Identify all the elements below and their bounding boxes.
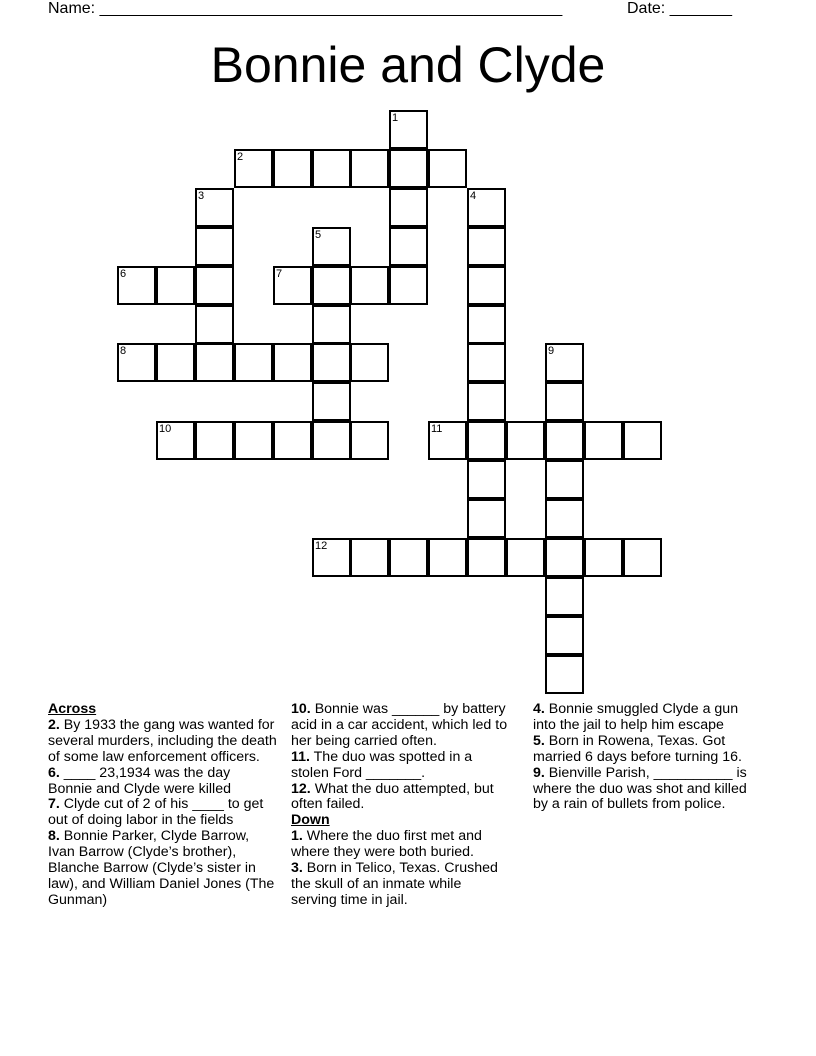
crossword-cell[interactable]	[467, 538, 506, 577]
crossword-cell[interactable]	[312, 343, 351, 382]
across-heading: Across	[48, 701, 97, 717]
clue-across-6	[48, 766, 278, 798]
crossword-cell[interactable]	[312, 227, 351, 266]
crossword-cell[interactable]	[545, 421, 584, 460]
clue-down-5	[533, 734, 755, 766]
clue-text: Clyde cut of 2 of his ____ to get out of doing labor in the fields	[48, 796, 264, 829]
crossword-cell[interactable]	[389, 227, 428, 266]
crossword-cell[interactable]	[506, 538, 545, 577]
clue-down-4	[533, 702, 755, 734]
crossword-cell[interactable]	[623, 421, 662, 460]
crossword-cell[interactable]	[545, 382, 584, 421]
crossword-cell[interactable]	[467, 188, 506, 227]
clue-across-7	[48, 797, 278, 829]
clue-number: 6.	[48, 764, 60, 781]
crossword-cell[interactable]	[350, 266, 389, 305]
crossword-cell[interactable]	[156, 421, 195, 460]
clue-number-label: 11	[431, 423, 443, 435]
crossword-cell[interactable]	[350, 149, 389, 188]
crossword-cell[interactable]	[312, 305, 351, 344]
crossword-cell[interactable]	[545, 499, 584, 538]
crossword-cell[interactable]	[156, 266, 195, 305]
crossword-cell[interactable]	[428, 538, 467, 577]
clue-number: 1.	[291, 828, 303, 845]
name-label: Name:	[48, 0, 96, 17]
clues-column-3	[533, 702, 755, 813]
clue-down-1	[291, 829, 509, 861]
crossword-cell[interactable]	[350, 421, 389, 460]
crossword-cell[interactable]	[273, 266, 312, 305]
crossword-cell[interactable]	[428, 149, 467, 188]
page-title: Bonnie and Clyde	[210, 37, 606, 93]
crossword-cell[interactable]	[545, 538, 584, 577]
crossword-cell[interactable]	[467, 460, 506, 499]
crossword-cell[interactable]	[273, 149, 312, 188]
clue-number-label: 12	[315, 540, 328, 552]
crossword-cell[interactable]	[156, 343, 195, 382]
clue-text: Bonnie Parker, Clyde Barrow, Ivan Barrow (Clyde’s brother), Blanche Barrow (Clyde’s sister in law), and William Daniel Jones (The Gunman)	[48, 828, 275, 908]
clue-across-8	[48, 829, 278, 909]
crossword-cell[interactable]	[234, 149, 273, 188]
crossword-cell[interactable]	[623, 538, 662, 577]
clue-number: 10.	[291, 701, 311, 717]
crossword-cell[interactable]	[467, 266, 506, 305]
clue-number: 4.	[533, 701, 545, 717]
crossword-cell[interactable]	[545, 577, 584, 616]
crossword-cell[interactable]	[350, 343, 389, 382]
crossword-cell[interactable]	[428, 421, 467, 460]
crossword-cell[interactable]	[312, 382, 351, 421]
crossword-cell[interactable]	[195, 421, 234, 460]
crossword-cell[interactable]	[195, 227, 234, 266]
crossword-cell[interactable]	[389, 538, 428, 577]
clue-number: 7.	[48, 796, 60, 813]
crossword-cell[interactable]	[467, 421, 506, 460]
date-line[interactable]: _______	[669, 0, 732, 17]
clue-number-label: 9	[548, 345, 555, 357]
clue-number: 8.	[48, 828, 60, 845]
crossword-cell[interactable]	[234, 421, 273, 460]
clue-across-11	[291, 750, 509, 782]
clue-text: Born in Telico, Texas. Crushed the skull of an inmate while serving time in jail.	[291, 860, 498, 908]
clue-text: Where the duo first met and where they were both buried.	[291, 828, 482, 861]
crossword-cell[interactable]	[117, 343, 156, 382]
crossword-cell[interactable]	[273, 421, 312, 460]
clue-number-label: 3	[198, 190, 205, 202]
crossword-cell[interactable]	[389, 266, 428, 305]
crossword-cell[interactable]	[195, 188, 234, 227]
clue-across-10	[291, 702, 509, 750]
clue-number-label: 6	[120, 268, 127, 280]
clue-text: What the duo attempted, but often failed.	[291, 780, 494, 813]
clue-number: 3.	[291, 860, 303, 877]
crossword-cell[interactable]	[195, 343, 234, 382]
clue-number-label: 4	[470, 190, 477, 202]
crossword-cell[interactable]	[389, 110, 428, 149]
crossword-cell[interactable]	[467, 227, 506, 266]
clue-number: 5.	[533, 732, 545, 749]
crossword-cell[interactable]	[467, 382, 506, 421]
clue-across-2	[48, 718, 278, 766]
crossword-cell[interactable]	[584, 538, 623, 577]
crossword-cell[interactable]	[195, 305, 234, 344]
name-line[interactable]: ____________________________________________________	[99, 0, 563, 17]
crossword-cell[interactable]	[273, 343, 312, 382]
date-label: Date:	[627, 0, 666, 17]
clue-down-9	[533, 766, 755, 814]
crossword-cell[interactable]	[234, 343, 273, 382]
clue-number-label: 1	[392, 112, 399, 124]
clue-text: ____ 23,1934 was the day Bonnie and Clyde were killed	[48, 764, 231, 797]
crossword-cell[interactable]	[545, 460, 584, 499]
crossword-cell[interactable]	[545, 343, 584, 382]
clue-text: Bienville Parish, __________ is where the duo was shot and killed by a rain of bullets from police.	[533, 764, 747, 813]
clue-number-label: 8	[120, 345, 127, 357]
crossword-cell[interactable]	[467, 305, 506, 344]
clue-text: Bonnie was ______ by battery acid in a car accident, which led to her being carried often.	[291, 701, 508, 749]
crossword-cell[interactable]	[467, 343, 506, 382]
crossword-cell[interactable]	[195, 266, 234, 305]
crossword-cell[interactable]	[312, 149, 351, 188]
crossword-cell[interactable]	[389, 188, 428, 227]
clues-column-1	[48, 702, 278, 909]
clue-number: 12.	[291, 780, 311, 797]
clues-column-2	[291, 702, 509, 909]
crossword-cell[interactable]	[389, 149, 428, 188]
clue-number: 2.	[48, 716, 60, 733]
crossword-cell[interactable]	[312, 538, 351, 577]
clue-down-3	[291, 861, 509, 909]
crossword-cell[interactable]	[545, 655, 584, 694]
clue-across-12	[291, 782, 509, 814]
crossword-cell[interactable]	[117, 266, 156, 305]
clue-text: Bonnie smuggled Clyde a gun into the jail to help him escape	[533, 701, 739, 733]
crossword-cell[interactable]	[545, 616, 584, 655]
clue-number: 9.	[533, 764, 545, 781]
crossword-cell[interactable]	[312, 266, 351, 305]
crossword-cell[interactable]	[506, 421, 545, 460]
clue-number: 11.	[291, 748, 310, 765]
clue-number-label: 7	[276, 268, 283, 280]
clue-number-label: 5	[315, 229, 322, 241]
clue-text: Born in Rowena, Texas. Got married 6 days before turning 16.	[533, 732, 742, 765]
clue-number-label: 10	[159, 423, 172, 435]
down-heading: Down	[291, 812, 330, 829]
crossword-cell[interactable]	[312, 421, 351, 460]
crossword-cell[interactable]	[467, 499, 506, 538]
crossword-cell[interactable]	[350, 538, 389, 577]
clue-text: By 1933 the gang was wanted for several murders, including the death of some law enforcement officers.	[48, 716, 277, 765]
crossword-cell[interactable]	[584, 421, 623, 460]
clue-text: The duo was spotted in a stolen Ford _______.	[291, 748, 473, 781]
clue-number-label: 2	[237, 151, 244, 163]
